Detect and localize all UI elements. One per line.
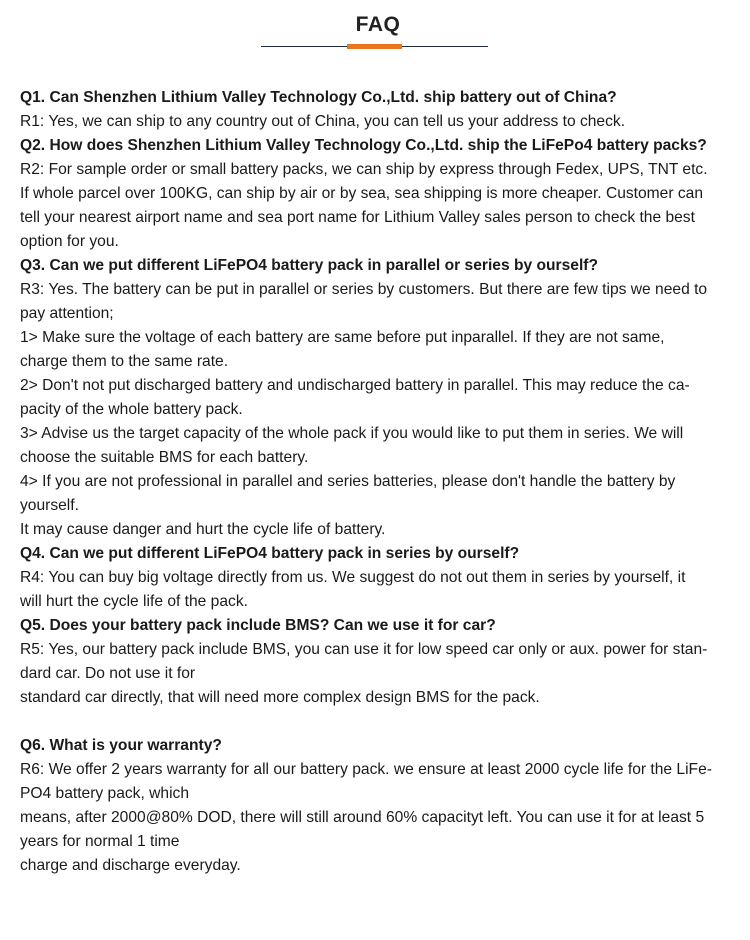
faq-answer-6-line: R6: We offer 2 years warranty for all our battery pack. we ensure at least 2000 cycle life for the LiFe- xyxy=(20,761,712,778)
faq-answer-3-line: 4> If you are not professional in parallel and series batteries, please don't handle the battery by xyxy=(20,473,676,490)
faq-answer-5-line: standard car directly, that will need more complex design BMS for the pack. xyxy=(20,689,540,706)
faq-answer-6-line: years for normal 1 time xyxy=(20,833,180,850)
title-accent-bar xyxy=(347,44,402,49)
faq-answer-3-line: R3: Yes. The battery can be put in parallel or series by customers. But there are few tips we need to xyxy=(20,281,708,298)
faq-answer-6-line: charge and discharge everyday. xyxy=(20,857,241,874)
faq-answer-3-line: pacity of the whole battery pack. xyxy=(20,401,243,418)
faq-answer-2-line: R2: For sample order or small battery packs, we can ship by express through Fedex, UPS, TNT etc. xyxy=(20,161,708,178)
faq-answer-3-line: pay attention; xyxy=(20,305,114,322)
faq-answer-3-line: 3> Advise us the target capacity of the whole pack if you would like to put them in series. We will xyxy=(20,425,684,442)
faq-answer-3-line: yourself. xyxy=(20,497,79,514)
faq-answer-6-line: means, after 2000@80% DOD, there will still around 60% capacityt left. You can use it for at least 5 xyxy=(20,809,705,826)
faq-question-1: Q1. Can Shenzhen Lithium Valley Technology Co.,Ltd. ship battery out of China? xyxy=(20,89,617,106)
faq-answer-5-line: R5: Yes, our battery pack include BMS, you can use it for low speed car only or aux. power for stan- xyxy=(20,641,708,658)
faq-question-5: Q5. Does your battery pack include BMS? Can we use it for car? xyxy=(20,617,496,634)
faq-answer-4-line: R4: You can buy big voltage directly from us. We suggest do not out them in series by yourself, it xyxy=(20,569,686,586)
faq-list xyxy=(20,86,736,878)
faq-answer-2-line: tell your nearest airport name and sea port name for Lithium Valley sales person to check the best xyxy=(20,209,695,226)
faq-answer-6-line: PO4 battery pack, which xyxy=(20,785,190,802)
faq-answer-2-line: If whole parcel over 100KG, can ship by air or by sea, sea shipping is more cheaper. Customer can xyxy=(20,185,704,202)
faq-answer-3-line: 1> Make sure the voltage of each battery are same before put inparallel. If they are not same, xyxy=(20,329,665,346)
faq-answer-3-line: charge them to the same rate. xyxy=(20,353,229,370)
faq-header xyxy=(0,0,750,60)
faq-answer-4-line: will hurt the cycle life of the pack. xyxy=(20,593,248,610)
faq-question-3: Q3. Can we put different LiFePO4 battery pack in parallel or series by ourself? xyxy=(20,257,598,274)
faq-answer-2-line: option for you. xyxy=(20,233,119,250)
faq-question-6: Q6. What is your warranty? xyxy=(20,737,222,754)
faq-answer-3-line: 2> Don't not put discharged battery and undischarged battery in parallel. This may reduce the ca- xyxy=(20,377,690,394)
faq-answer-1: R1: Yes, we can ship to any country out of China, you can tell us your address to check. xyxy=(20,113,626,130)
faq-answer-3-line: It may cause danger and hurt the cycle life of battery. xyxy=(20,521,386,538)
faq-answer-3-line: choose the suitable BMS for each battery. xyxy=(20,449,309,466)
faq-answer-5-line: dard car. Do not use it for xyxy=(20,665,196,682)
faq-question-2: Q2. How does Shenzhen Lithium Valley Technology Co.,Ltd. ship the LiFePo4 battery packs? xyxy=(20,137,707,154)
spacer xyxy=(20,710,736,734)
faq-question-4: Q4. Can we put different LiFePO4 battery pack in series by ourself? xyxy=(20,545,520,562)
page-title: FAQ xyxy=(355,13,401,36)
